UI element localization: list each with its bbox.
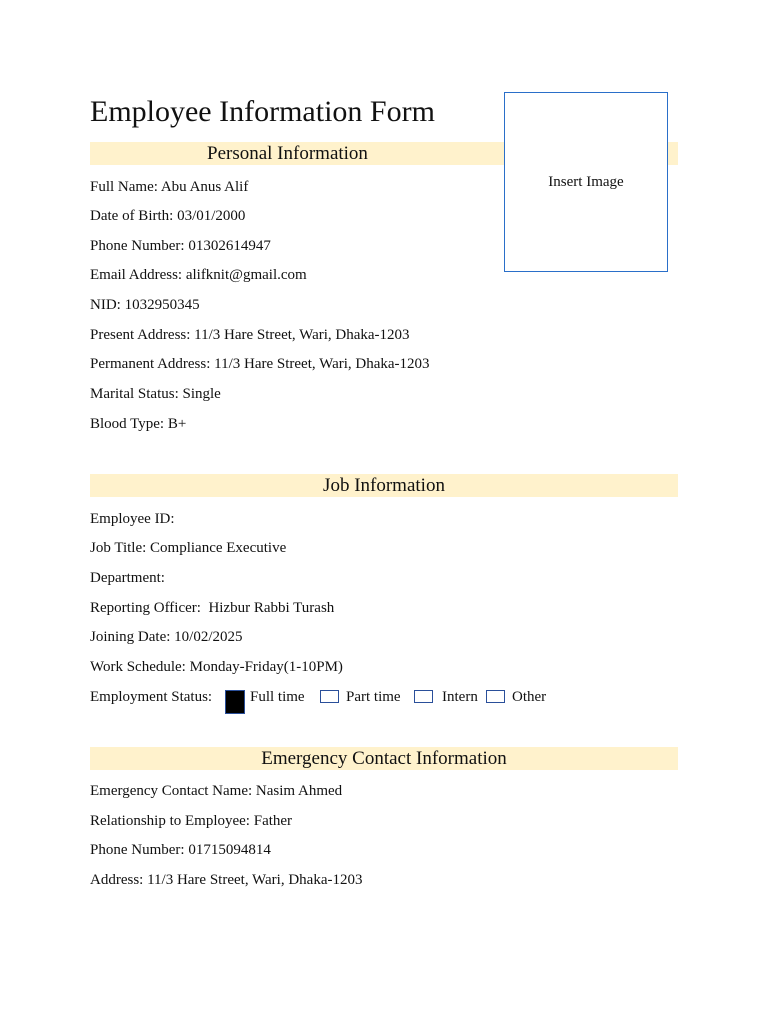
nid-field: NID: 1032950345 — [90, 297, 200, 313]
present-address-field: Present Address: 11/3 Hare Street, Wari, Dhaka-1203 — [90, 327, 410, 343]
section-header-emergency: Emergency Contact Information — [90, 747, 678, 770]
section-title-personal: Personal Information — [207, 143, 368, 164]
page-title: Employee Information Form — [90, 95, 435, 128]
relationship-field: Relationship to Employee: Father — [90, 813, 293, 829]
emergency-address-field: Address: 11/3 Hare Street, Wari, Dhaka-1203 — [90, 872, 363, 888]
other-label: Other — [512, 689, 547, 705]
photo-placeholder-label: Insert Image — [548, 174, 624, 190]
employment-status-label: Employment Status: — [90, 689, 213, 705]
phone-number-field: Phone Number: 01302614947 — [90, 238, 271, 254]
blood-type-field: Blood Type: B+ — [90, 416, 187, 432]
full-time-label: Full time — [250, 689, 305, 705]
marital-status-field: Marital Status: Single — [90, 386, 221, 402]
reporting-officer-field: Reporting Officer: Hizbur Rabbi Turash — [90, 600, 335, 616]
emergency-contact-name-field: Emergency Contact Name: Nasim Ahmed — [90, 783, 343, 799]
permanent-address-field: Permanent Address: 11/3 Hare Street, Wari, Dhaka-1203 — [90, 356, 430, 372]
other-checkbox[interactable] — [486, 690, 505, 703]
employment-status-row — [90, 688, 690, 714]
date-of-birth-field: Date of Birth: 03/01/2000 — [90, 208, 246, 224]
department-field: Department: — [90, 570, 165, 586]
photo-placeholder[interactable] — [504, 92, 668, 272]
section-header-job: Job Information — [90, 474, 678, 497]
job-title-field: Job Title: Compliance Executive — [90, 540, 287, 556]
employee-id-field: Employee ID: — [90, 511, 175, 527]
part-time-label: Part time — [346, 689, 401, 705]
work-schedule-field: Work Schedule: Monday-Friday(1-10PM) — [90, 659, 343, 675]
part-time-checkbox[interactable] — [320, 690, 339, 703]
full-name-field: Full Name: Abu Anus Alif — [90, 179, 249, 195]
emergency-phone-field: Phone Number: 01715094814 — [90, 842, 271, 858]
joining-date-field: Joining Date: 10/02/2025 — [90, 629, 243, 645]
email-address-field: Email Address: alifknit@gmail.com — [90, 267, 307, 283]
intern-label: Intern — [442, 689, 478, 705]
full-time-checkbox[interactable] — [225, 690, 245, 714]
intern-checkbox[interactable] — [414, 690, 433, 703]
